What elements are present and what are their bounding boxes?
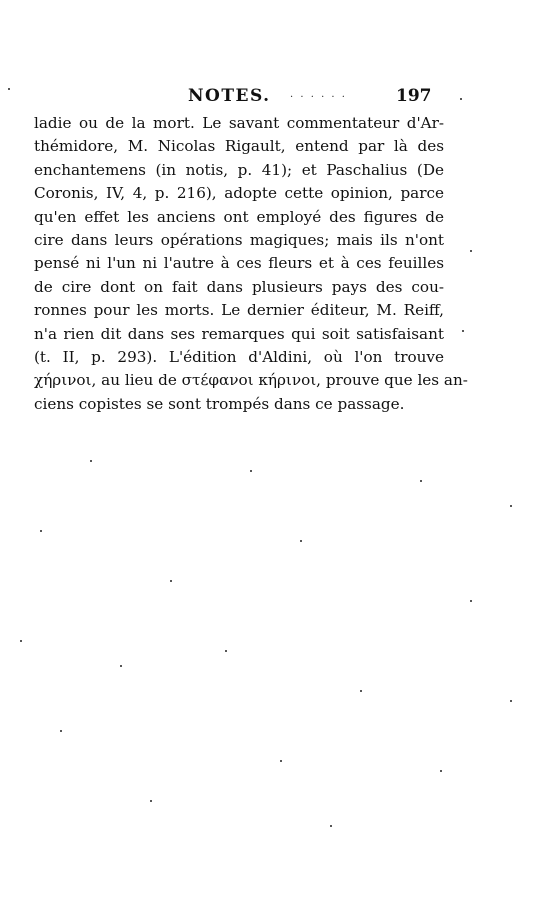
paper-speck	[470, 600, 472, 602]
paper-speck	[420, 480, 422, 482]
header-leader-dots: · · · · · ·	[290, 92, 347, 103]
running-title: NOTES.	[188, 86, 271, 106]
text-line: enchantemens (in notis, p. 41); et Paschalius (De	[34, 160, 444, 179]
text-line: χήρινοι, au lieu de στέφανοι κήρινοι, prouve que les an-	[34, 371, 468, 390]
page-header	[0, 86, 539, 110]
paper-speck	[225, 650, 227, 652]
text-line: Coronis, IV, 4, p. 216), adopte cette opinion, parce	[34, 184, 444, 203]
text-line: ciens copistes se sont trompés dans ce passage.	[34, 394, 405, 413]
paper-speck	[462, 330, 464, 332]
paper-speck	[300, 540, 302, 542]
text-line: ladie ou de la mort. Le savant commentateur d'Ar-	[34, 114, 444, 132]
text-line: ronnes pour les morts. Le dernier éditeur, M. Reiff,	[34, 301, 444, 320]
paper-speck	[90, 460, 92, 462]
text-line: pensé ni l'un ni l'autre à ces fleurs et à ces feuilles	[34, 254, 444, 273]
paper-speck	[510, 700, 512, 702]
paper-speck	[360, 690, 362, 692]
text-line: thémidore, M. Nicolas Rigault, entend par là des	[34, 137, 444, 156]
paper-speck	[460, 98, 462, 100]
text-line: qu'en effet les anciens ont employé des figures de	[34, 207, 444, 226]
paper-speck	[280, 760, 282, 762]
paper-speck	[330, 825, 332, 827]
text-line: (t. II, p. 293). L'édition d'Aldini, où l'on trouve	[34, 347, 444, 366]
paper-speck	[150, 800, 152, 802]
paper-speck	[440, 770, 442, 772]
page-number: 197	[396, 86, 432, 106]
paper-speck	[8, 88, 10, 90]
note-paragraph	[34, 112, 468, 416]
paper-speck	[170, 580, 172, 582]
paper-speck	[40, 530, 42, 532]
paper-speck	[470, 250, 472, 252]
paper-speck	[20, 640, 22, 642]
paper-speck	[120, 665, 122, 667]
text-line: cire dans leurs opérations magiques; mais ils n'ont	[34, 230, 444, 249]
text-line: de cire dont on fait dans plusieurs pays des cou-	[34, 277, 444, 296]
paper-speck	[250, 470, 252, 472]
paper-speck	[510, 505, 512, 507]
paper-speck	[60, 730, 62, 732]
text-line: n'a rien dit dans ses remarques qui soit satisfaisant	[34, 324, 444, 343]
